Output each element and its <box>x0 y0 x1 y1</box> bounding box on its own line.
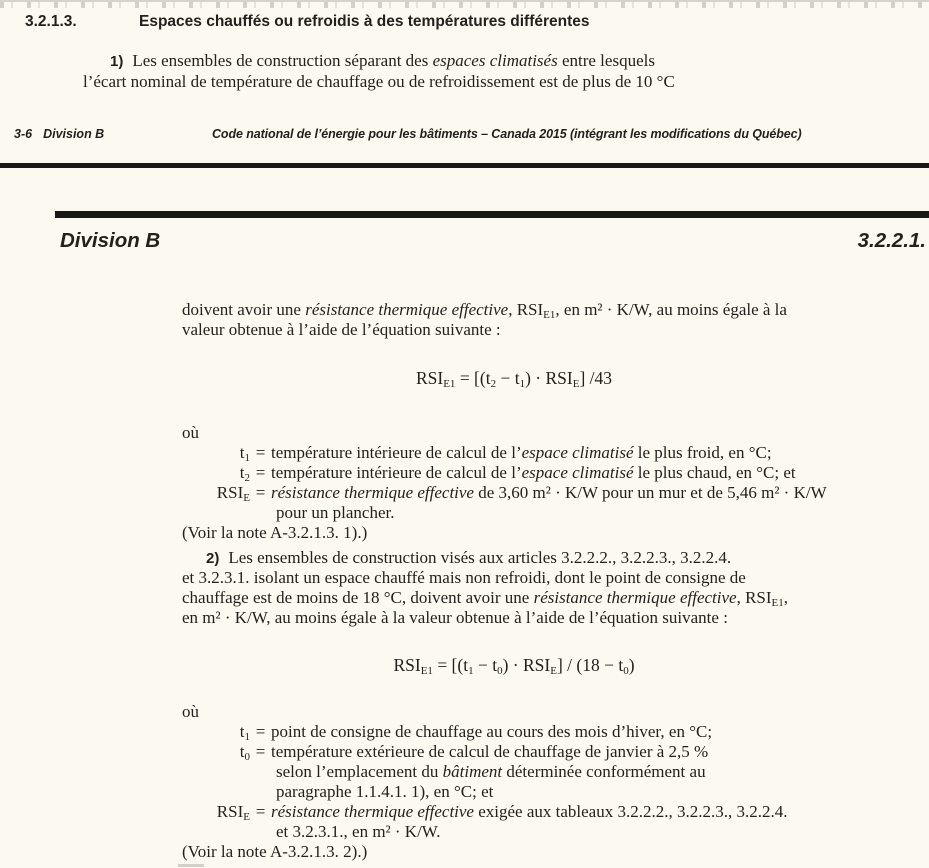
page-separator-rule <box>0 163 929 168</box>
paragraph-2-line-1 <box>182 548 870 569</box>
page-footer <box>0 124 929 142</box>
definition-text: et 3.2.3.1., en m² · K/W. <box>276 822 441 841</box>
where-label-2: où <box>182 702 199 721</box>
paragraph-1-line-1 <box>83 51 858 72</box>
paragraph-1-line-2: l’écart nominal de température de chauffage ou de refroidissement est de plus de 10 °C <box>83 72 675 91</box>
definition-term: t0 <box>239 742 250 763</box>
section-heading <box>25 12 590 32</box>
clipped-artifact <box>178 864 204 867</box>
definition-text: résistance thermique effective de 3,60 m² · K/W pour un mur et de 5,46 m² · K/W <box>271 483 827 502</box>
clause-2-number: 2) <box>206 550 220 567</box>
definition-text: paragraphe 1.1.4.1. 1), en °C; et <box>276 782 494 801</box>
definition-term: t2 <box>239 463 250 484</box>
definition-text: point de consigne de chauffage au cours des mois d’hiver, en °C; <box>271 722 713 741</box>
definition-text: pour un plancher. <box>276 503 395 522</box>
paragraph-2-line-3: chauffage est de moins de 18 °C, doivent avoir une résistance thermique effective, RSIE1, <box>182 588 789 609</box>
equals-sign: = <box>255 722 266 741</box>
header-division: Division B <box>60 229 161 252</box>
paragraph-2-line-4: en m² · K/W, au moins égale à la valeur obtenue à l’aide de l’équation suivante : <box>182 608 728 627</box>
paragraph-2-line-2: et 3.2.3.1. isolant un espace chauffé mais non refroidi, dont le point de consigne de <box>182 568 746 587</box>
clause-1-number: 1) <box>110 53 124 70</box>
paragraph-1 <box>83 51 858 92</box>
definition-text: résistance thermique effective exigée aux tableaux 3.2.2.2., 3.2.2.3., 3.2.2.4. <box>271 802 788 821</box>
note-reference-1: (Voir la note A-3.2.1.3. 1).) <box>182 523 368 542</box>
page-header <box>60 228 926 254</box>
section-title: Espaces chauffés ou refroidis à des températures différentes <box>139 13 590 30</box>
equals-sign: = <box>255 443 266 462</box>
footer-page-number: 3-6 <box>14 127 33 141</box>
intro-line-1: doivent avoir une résistance thermique effective, RSIE1, en m² · K/W, au moins égale à la <box>182 300 787 321</box>
footer-document-title: Code national de l’énergie pour les bâtiments – Canada 2015 (intégrant les modifications du Québec) <box>212 127 802 141</box>
footer-left <box>14 124 104 144</box>
equation-1: RSIE1 = [(t2 − t1) · RSIE] /43 <box>415 368 613 390</box>
definition-term: t1 <box>239 443 250 464</box>
definition-term: RSIE <box>216 483 250 504</box>
intro-line-2: valeur obtenue à l’aide de l’équation suivante : <box>182 320 501 339</box>
paragraph-2-text: Les ensembles de construction visés aux articles 3.2.2.2., 3.2.2.3., 3.2.2.4. <box>228 548 732 567</box>
definition-term: RSIE <box>216 802 250 823</box>
definition-text: selon l’emplacement du bâtiment déterminée conformément au <box>276 762 706 781</box>
equals-sign: = <box>255 802 266 821</box>
definition-row-continuation <box>182 762 846 782</box>
header-section-ref: 3.2.2.1. <box>857 229 926 252</box>
header-rule <box>55 211 929 218</box>
equals-sign: = <box>255 742 266 761</box>
equation-2: RSIE1 = [(t1 − t0) · RSIE] / (18 − t0) <box>393 655 635 677</box>
equals-sign: = <box>255 463 266 482</box>
definition-text: température intérieure de calcul de l’espace climatisé le plus chaud, en °C; et <box>271 463 796 482</box>
where-label-1: où <box>182 423 199 442</box>
definition-text: température extérieure de calcul de chauffage de janvier à 2,5 % <box>271 742 709 761</box>
definition-row-continuation <box>182 782 846 802</box>
note-reference-2: (Voir la note A-3.2.1.3. 2).) <box>182 842 368 861</box>
footer-division: Division B <box>43 127 105 141</box>
definition-row-continuation <box>182 503 846 523</box>
definition-term: t1 <box>239 722 250 743</box>
clipped-text-fragment <box>0 0 929 8</box>
definition-text: température intérieure de calcul de l’espace climatisé le plus froid, en °C; <box>271 443 772 462</box>
equals-sign: = <box>255 483 266 502</box>
definition-row-continuation <box>182 822 846 842</box>
section-number: 3.2.1.3. <box>25 13 77 30</box>
paragraph-1-text: Les ensembles de construction séparant des espaces climatisés entre lesquels <box>132 51 655 70</box>
